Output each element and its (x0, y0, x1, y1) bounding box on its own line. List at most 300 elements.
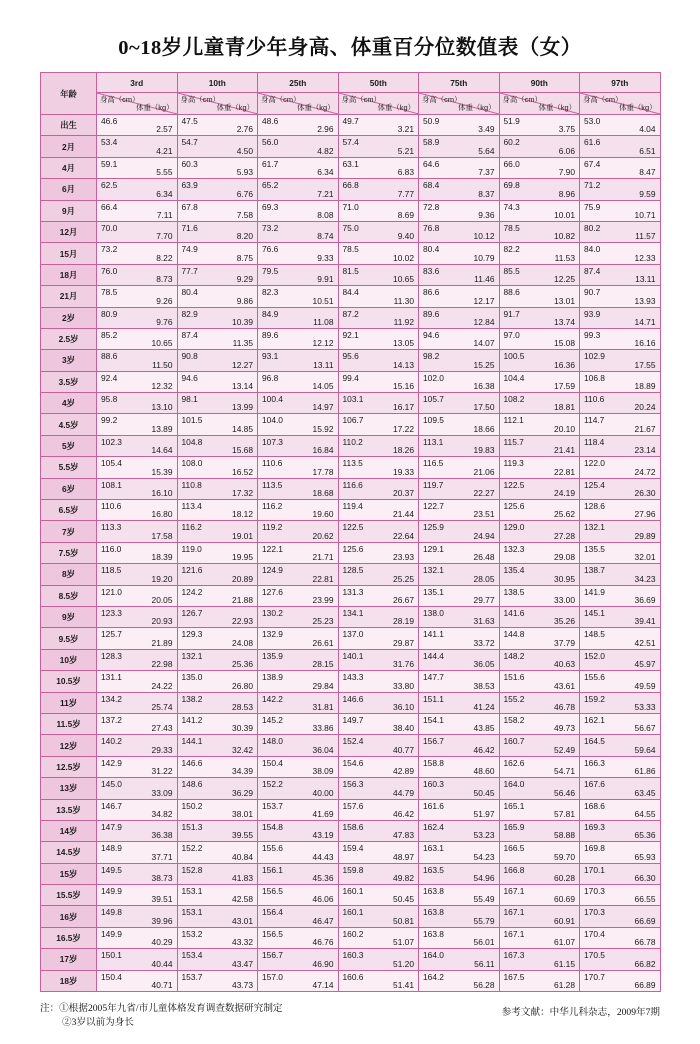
cell-weight-value: 36.04 (312, 744, 334, 755)
cell-height-value: 141.6 (503, 607, 525, 618)
cell-weight-value: 9.91 (317, 274, 334, 285)
data-cell (258, 286, 339, 307)
data-cell (97, 713, 178, 734)
cell-weight-value: 5.64 (478, 145, 495, 156)
cell-weight-value: 54.23 (473, 851, 495, 862)
table-row (41, 885, 661, 906)
cell-height-value: 56.0 (262, 137, 279, 148)
cell-weight-value: 45.97 (634, 659, 656, 670)
cell-height-value: 155.2 (503, 693, 525, 704)
data-cell (258, 328, 339, 349)
cell-height-value: 93.9 (584, 308, 601, 319)
cell-weight-value: 38.09 (312, 766, 334, 777)
data-cell (338, 713, 419, 734)
cell-height-value: 152.4 (342, 736, 364, 747)
data-cell (338, 350, 419, 371)
cell-height-value: 156.7 (262, 950, 283, 961)
cell-weight-value: 4.04 (639, 124, 656, 135)
cell-height-value: 164.0 (423, 950, 444, 961)
data-cell (258, 970, 339, 991)
row-age-label: 6岁 (41, 478, 97, 499)
data-cell (419, 478, 500, 499)
cell-weight-value: 23.93 (393, 552, 414, 563)
cell-weight-value: 24.19 (554, 488, 575, 499)
cell-height-value: 134.2 (101, 693, 122, 704)
table-row (41, 628, 661, 649)
data-cell (499, 713, 580, 734)
cell-height-value: 137.0 (342, 629, 364, 640)
data-cell (258, 885, 339, 906)
cell-weight-value: 21.89 (151, 637, 173, 648)
cell-weight-value: 46.76 (312, 937, 334, 948)
data-cell (177, 286, 258, 307)
row-age-label: 4.5岁 (41, 414, 97, 435)
cell-height-value: 78.5 (503, 222, 520, 233)
row-age-label: 9.5岁 (41, 628, 97, 649)
cell-height-value: 152.0 (584, 650, 605, 661)
cell-weight-value: 17.50 (473, 402, 495, 413)
cell-height-value: 125.6 (342, 543, 364, 554)
cell-height-value: 159.4 (342, 843, 364, 854)
data-cell (177, 885, 258, 906)
data-cell (419, 457, 500, 478)
data-cell (338, 564, 419, 585)
cell-weight-value: 16.36 (554, 359, 575, 370)
cell-height-value: 135.9 (262, 650, 283, 661)
data-cell (580, 457, 661, 478)
cell-height-value: 108.0 (181, 458, 203, 469)
cell-height-value: 100.5 (503, 351, 525, 362)
cell-weight-value: 11.50 (152, 359, 173, 370)
cell-weight-value: 28.05 (473, 573, 495, 584)
data-cell (419, 521, 500, 542)
table-row (41, 414, 661, 435)
data-cell (419, 713, 500, 734)
cell-height-value: 163.8 (423, 886, 444, 897)
cell-weight-value: 21.06 (473, 466, 495, 477)
cell-height-value: 60.2 (503, 137, 520, 148)
cell-height-value: 104.0 (262, 415, 283, 426)
cell-weight-value: 7.90 (558, 167, 575, 178)
cell-height-value: 99.4 (342, 372, 359, 383)
cell-weight-value: 43.47 (232, 958, 253, 969)
cell-height-value: 148.9 (101, 843, 122, 854)
data-cell (258, 414, 339, 435)
subheader-cell (338, 93, 419, 115)
cell-weight-value: 10.82 (554, 231, 575, 242)
cell-weight-value: 49.59 (634, 680, 656, 691)
cell-height-value: 129.3 (181, 629, 203, 640)
footer-reference: 参考文献：中华儿科杂志，2009年7期 (501, 1007, 660, 1019)
cell-height-value: 162.6 (503, 757, 525, 768)
cell-weight-value: 16.16 (634, 338, 656, 349)
cell-weight-value: 8.47 (639, 167, 656, 178)
data-cell (97, 286, 178, 307)
data-cell (97, 414, 178, 435)
data-cell (499, 221, 580, 242)
data-cell (419, 820, 500, 841)
row-age-label: 3.5岁 (41, 371, 97, 392)
data-cell (580, 799, 661, 820)
cell-height-value: 142.9 (101, 757, 122, 768)
data-cell (97, 350, 178, 371)
data-cell (499, 328, 580, 349)
cell-height-value: 132.1 (423, 565, 444, 576)
cell-height-value: 113.5 (262, 479, 283, 490)
data-cell (177, 136, 258, 157)
cell-height-value: 154.6 (342, 757, 364, 768)
cell-height-value: 165.9 (503, 821, 525, 832)
cell-height-value: 113.1 (423, 436, 444, 447)
data-cell (338, 521, 419, 542)
cell-height-value: 125.9 (423, 522, 444, 533)
data-cell (499, 136, 580, 157)
cell-weight-value: 21.71 (312, 552, 334, 563)
data-cell (419, 243, 500, 264)
cell-height-value: 85.5 (503, 265, 520, 276)
cell-weight-value: 43.01 (232, 915, 253, 926)
cell-weight-value: 33.72 (473, 637, 495, 648)
table-row (41, 671, 661, 692)
data-cell (177, 735, 258, 756)
cell-height-value: 70.0 (101, 222, 118, 233)
cell-height-value: 119.3 (503, 458, 524, 469)
cell-weight-value: 14.71 (634, 316, 656, 327)
row-age-label: 16岁 (41, 906, 97, 927)
data-cell (338, 606, 419, 627)
cell-weight-value: 27.43 (151, 723, 173, 734)
cell-weight-value: 61.15 (554, 958, 575, 969)
cell-height-value: 130.2 (262, 607, 283, 618)
cell-weight-value: 44.43 (312, 851, 334, 862)
cell-height-value: 90.7 (584, 287, 601, 298)
cell-height-value: 46.6 (101, 116, 118, 126)
header-percentile-3rd: 3rd (97, 73, 178, 93)
table-row (41, 478, 661, 499)
footer-note-1: 注：①根据2005年九省/市儿童体格发育调查数据研究制定 (40, 1003, 283, 1015)
cell-height-value: 155.6 (262, 843, 283, 854)
cell-height-value: 161.6 (423, 800, 444, 811)
data-cell (419, 628, 500, 649)
cell-weight-value: 52.49 (554, 744, 575, 755)
cell-height-value: 162.4 (423, 821, 444, 832)
cell-height-value: 72.8 (423, 201, 440, 212)
table-row (41, 157, 661, 178)
table-row (41, 457, 661, 478)
row-age-label: 7岁 (41, 521, 97, 542)
table-row (41, 286, 661, 307)
row-age-label: 9月 (41, 200, 97, 221)
data-cell (258, 478, 339, 499)
data-cell (580, 606, 661, 627)
cell-height-value: 80.2 (584, 222, 601, 233)
data-cell (580, 350, 661, 371)
cell-height-value: 101.5 (181, 415, 203, 426)
cell-height-value: 116.2 (262, 501, 283, 512)
cell-height-value: 160.6 (342, 971, 364, 982)
data-cell (419, 906, 500, 927)
cell-weight-value: 40.63 (554, 659, 575, 670)
cell-weight-value: 39.51 (151, 894, 173, 905)
cell-height-value: 128.5 (342, 565, 364, 576)
data-cell (499, 564, 580, 585)
data-cell (499, 692, 580, 713)
data-cell (177, 393, 258, 414)
row-age-label: 出生 (41, 115, 97, 136)
cell-weight-value: 13.11 (635, 274, 656, 285)
cell-weight-value: 26.67 (393, 594, 414, 605)
cell-weight-value: 43.32 (232, 937, 253, 948)
data-cell (338, 115, 419, 136)
cell-weight-value: 4.21 (156, 145, 173, 156)
table-row (41, 115, 661, 136)
cell-weight-value: 34.39 (232, 766, 253, 777)
cell-height-value: 76.6 (262, 244, 279, 255)
header-percentile-75th: 75th (419, 73, 500, 93)
cell-height-value: 122.5 (503, 479, 525, 490)
data-cell (97, 500, 178, 521)
cell-weight-value: 40.77 (393, 744, 414, 755)
row-age-label: 8岁 (41, 564, 97, 585)
cell-weight-value: 40.71 (151, 980, 173, 991)
data-cell (499, 286, 580, 307)
data-cell (580, 949, 661, 970)
cell-weight-value: 13.01 (554, 295, 575, 306)
cell-weight-value: 27.96 (634, 509, 656, 520)
data-cell (580, 435, 661, 456)
row-age-label: 18岁 (41, 970, 97, 991)
cell-height-value: 153.1 (181, 886, 203, 897)
cell-height-value: 156.4 (262, 907, 283, 918)
cell-weight-value: 12.25 (554, 274, 575, 285)
data-cell (258, 778, 339, 799)
table-row (41, 521, 661, 542)
data-cell (419, 564, 500, 585)
cell-weight-value: 29.08 (554, 552, 575, 563)
data-cell (499, 970, 580, 991)
cell-weight-value: 36.05 (473, 659, 495, 670)
table-row (41, 179, 661, 200)
data-cell (258, 671, 339, 692)
cell-height-value: 71.0 (342, 201, 359, 212)
cell-weight-value: 21.67 (634, 423, 656, 434)
cell-weight-value: 29.33 (151, 744, 173, 755)
cell-weight-value: 65.36 (634, 830, 656, 841)
cell-weight-value: 7.58 (236, 209, 253, 220)
data-cell (97, 628, 178, 649)
cell-weight-value: 48.97 (393, 851, 414, 862)
cell-height-value: 82.3 (262, 287, 279, 298)
data-cell (419, 885, 500, 906)
data-cell (97, 799, 178, 820)
cell-weight-value: 53.33 (634, 701, 656, 712)
subheader-weight-label: 体重（kg） (619, 103, 657, 112)
cell-height-value: 135.1 (423, 586, 444, 597)
cell-height-value: 138.5 (503, 586, 525, 597)
cell-weight-value: 33.86 (312, 723, 334, 734)
cell-weight-value: 31.76 (393, 659, 414, 670)
cell-weight-value: 42.89 (393, 766, 414, 777)
table-row (41, 735, 661, 756)
cell-height-value: 97.0 (503, 329, 520, 340)
data-cell (499, 350, 580, 371)
cell-height-value: 113.5 (342, 458, 363, 469)
table-row (41, 820, 661, 841)
row-age-label: 2.5岁 (41, 328, 97, 349)
data-cell (338, 328, 419, 349)
cell-height-value: 167.6 (584, 779, 605, 790)
cell-height-value: 146.6 (342, 693, 364, 704)
data-cell (499, 179, 580, 200)
header-percentile-50th: 50th (338, 73, 419, 93)
data-cell (499, 435, 580, 456)
data-cell (338, 927, 419, 948)
data-cell (97, 200, 178, 221)
cell-weight-value: 46.06 (312, 894, 334, 905)
data-cell (258, 927, 339, 948)
cell-weight-value: 43.73 (232, 980, 253, 991)
data-cell (580, 671, 661, 692)
cell-weight-value: 39.55 (232, 830, 253, 841)
data-cell (580, 585, 661, 606)
cell-height-value: 170.1 (584, 864, 605, 875)
row-age-label: 18月 (41, 264, 97, 285)
cell-weight-value: 10.12 (473, 231, 495, 242)
data-cell (258, 842, 339, 863)
cell-height-value: 170.5 (584, 950, 605, 961)
data-cell (258, 350, 339, 371)
cell-weight-value: 12.33 (634, 252, 656, 263)
data-cell (177, 564, 258, 585)
cell-weight-value: 56.67 (634, 723, 656, 734)
cell-weight-value: 14.64 (151, 445, 173, 456)
data-cell (258, 906, 339, 927)
cell-height-value: 160.1 (342, 907, 364, 918)
data-cell (97, 842, 178, 863)
cell-height-value: 68.4 (423, 180, 440, 191)
cell-weight-value: 20.05 (151, 594, 173, 605)
row-age-label: 2月 (41, 136, 97, 157)
cell-height-value: 150.4 (262, 757, 283, 768)
row-age-label: 11.5岁 (41, 713, 97, 734)
cell-weight-value: 5.21 (397, 145, 414, 156)
cell-height-value: 77.7 (181, 265, 198, 276)
data-cell (258, 521, 339, 542)
subheader-weight-label: 体重（kg） (377, 103, 415, 112)
cell-height-value: 170.7 (584, 971, 605, 982)
cell-weight-value: 66.89 (634, 980, 656, 991)
cell-height-value: 60.3 (181, 158, 198, 169)
cell-height-value: 98.1 (181, 394, 198, 405)
cell-height-value: 116.6 (342, 479, 363, 490)
cell-height-value: 148.6 (181, 779, 203, 790)
cell-height-value: 151.1 (423, 693, 444, 704)
data-cell (177, 756, 258, 777)
cell-height-value: 150.1 (101, 950, 122, 961)
cell-weight-value: 66.69 (634, 915, 656, 926)
cell-height-value: 76.0 (101, 265, 118, 276)
data-cell (258, 564, 339, 585)
cell-weight-value: 46.42 (473, 744, 495, 755)
data-cell (499, 542, 580, 563)
cell-weight-value: 29.77 (473, 594, 495, 605)
data-cell (419, 970, 500, 991)
data-cell (580, 885, 661, 906)
cell-height-value: 51.9 (503, 116, 520, 126)
data-cell (338, 435, 419, 456)
cell-height-value: 85.2 (101, 329, 118, 340)
cell-weight-value: 14.85 (232, 423, 253, 434)
cell-weight-value: 38.53 (473, 680, 495, 691)
cell-height-value: 53.4 (101, 137, 118, 148)
data-cell (580, 906, 661, 927)
data-cell (338, 264, 419, 285)
cell-weight-value: 42.51 (634, 637, 656, 648)
cell-weight-value: 26.61 (312, 637, 334, 648)
row-age-label: 7.5岁 (41, 542, 97, 563)
cell-height-value: 141.2 (181, 714, 203, 725)
data-cell (258, 949, 339, 970)
cell-weight-value: 28.53 (232, 701, 253, 712)
cell-height-value: 91.7 (503, 308, 520, 319)
cell-height-value: 149.5 (101, 864, 122, 875)
cell-height-value: 50.9 (423, 116, 440, 126)
table-row (41, 713, 661, 734)
cell-height-value: 110.8 (181, 479, 202, 490)
row-age-label: 12月 (41, 221, 97, 242)
data-cell (97, 307, 178, 328)
cell-height-value: 153.7 (262, 800, 283, 811)
cell-weight-value: 22.81 (312, 573, 334, 584)
data-cell (419, 842, 500, 863)
data-cell (580, 521, 661, 542)
cell-height-value: 159.2 (584, 693, 605, 704)
data-cell (338, 478, 419, 499)
cell-weight-value: 46.47 (312, 915, 334, 926)
cell-height-value: 94.6 (181, 372, 198, 383)
cell-height-value: 160.7 (503, 736, 525, 747)
cell-height-value: 92.4 (101, 372, 118, 383)
cell-height-value: 135.4 (503, 565, 525, 576)
data-cell (258, 157, 339, 178)
cell-weight-value: 63.45 (634, 787, 656, 798)
cell-height-value: 153.4 (181, 950, 203, 961)
header-percentile-10th: 10th (177, 73, 258, 93)
cell-weight-value: 33.00 (554, 594, 575, 605)
cell-weight-value: 18.81 (554, 402, 575, 413)
data-cell (97, 264, 178, 285)
cell-weight-value: 29.84 (312, 680, 334, 691)
data-cell (97, 521, 178, 542)
data-cell (177, 649, 258, 670)
cell-weight-value: 12.27 (232, 359, 253, 370)
cell-height-value: 75.9 (584, 201, 601, 212)
data-cell (258, 606, 339, 627)
data-cell (419, 414, 500, 435)
cell-height-value: 62.5 (101, 180, 118, 191)
data-cell (419, 500, 500, 521)
header-percentile-25th: 25th (258, 73, 339, 93)
cell-weight-value: 18.68 (312, 488, 334, 499)
row-age-label: 21月 (41, 286, 97, 307)
cell-height-value: 167.3 (503, 950, 525, 961)
data-cell (177, 200, 258, 221)
row-age-label: 4月 (41, 157, 97, 178)
cell-weight-value: 20.89 (232, 573, 253, 584)
cell-height-value: 119.7 (423, 479, 444, 490)
table-row (41, 799, 661, 820)
data-cell (177, 243, 258, 264)
